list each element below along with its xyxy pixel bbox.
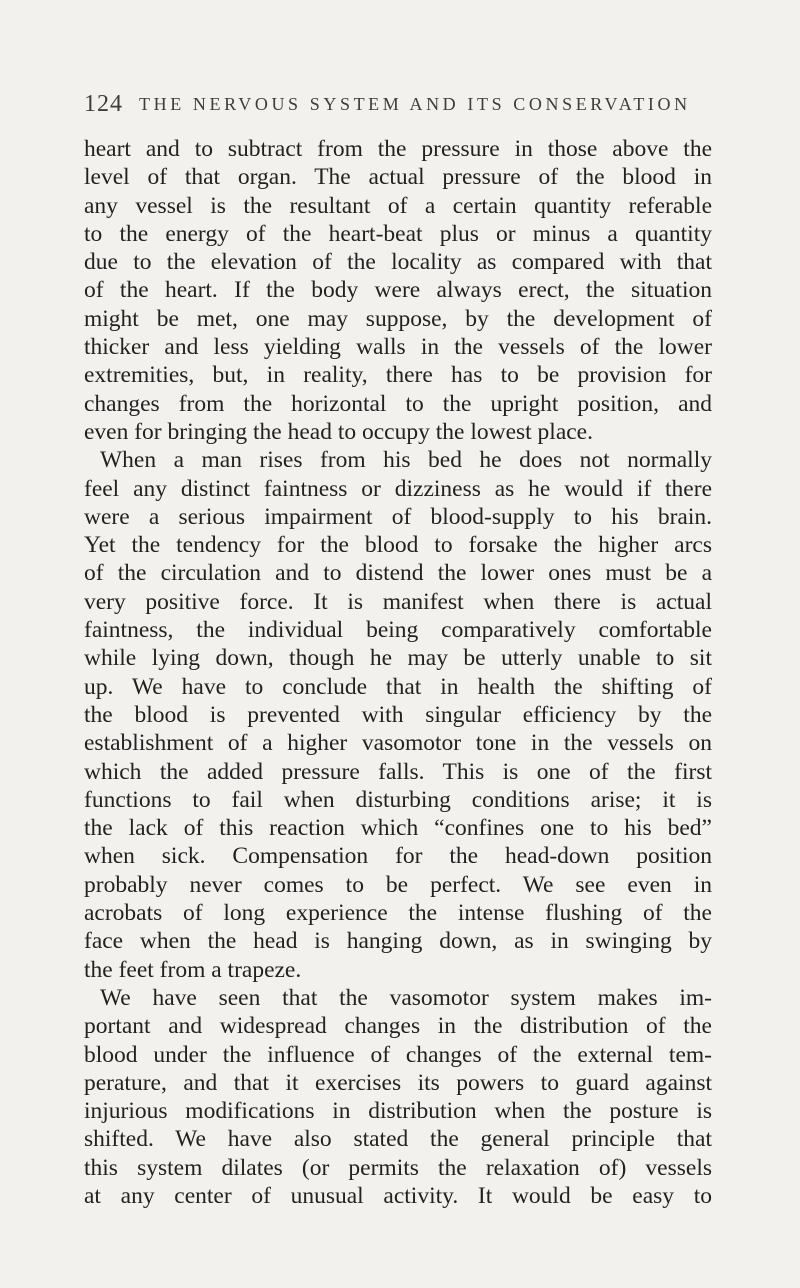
text-line: perature, and that it exercises its powers to guard against <box>84 1069 712 1096</box>
text-line: of the heart. If the body were always erect, the situation <box>84 277 712 304</box>
text-line: establishment of a higher vasomotor tone in the vessels on <box>84 730 712 757</box>
text-line: probably never comes to be perfect. We see even in <box>84 871 712 898</box>
text-line: injurious modifications in distribution when the posture is <box>84 1098 712 1125</box>
text-line: of the circulation and to distend the lower ones must be a <box>84 560 712 587</box>
text-line: heart and to subtract from the pressure in those above the <box>84 136 712 162</box>
text-line: the blood is prevented with singular efficiency by the <box>84 701 712 728</box>
text-line: due to the elevation of the locality as compared with that <box>84 249 712 276</box>
text-line: level of that organ. The actual pressure of the blood in <box>84 164 712 191</box>
text-line: feel any distinct faintness or dizziness as he would if there <box>84 475 712 502</box>
page-number: 124 <box>84 91 123 117</box>
text-line: at any center of unusual activity. It would be easy to <box>84 1182 712 1209</box>
text-line: Yet the tendency for the blood to forsake the higher arcs <box>84 532 712 559</box>
text-line: We have seen that the vasomotor system makes im- <box>100 984 712 1011</box>
text-line: face when the head is hanging down, as in swinging by <box>84 928 712 955</box>
text-line: which the added pressure falls. This is one of the first <box>84 758 712 785</box>
text-line: When a man rises from his bed he does not normally <box>100 447 712 474</box>
text-line: while lying down, though he may be utterly unable to sit <box>84 645 712 672</box>
text-line: this system dilates (or permits the relaxation of) vessels <box>84 1154 712 1181</box>
running-title: THE NERVOUS SYSTEM AND ITS CONSERVATION <box>139 94 691 114</box>
text-line: thicker and less yielding walls in the vessels of the lower <box>84 334 712 361</box>
body-text <box>84 135 712 1210</box>
text-line: very positive force. It is manifest when there is actual <box>84 588 712 615</box>
text-line: portant and widespread changes in the distribution of the <box>84 1013 712 1040</box>
text-line: shifted. We have also stated the general principle that <box>84 1126 712 1153</box>
text-line: the feet from a trapeze. <box>84 956 302 983</box>
text-line: changes from the horizontal to the upright position, and <box>84 390 712 417</box>
text-line: the lack of this reaction which “confines one to his bed” <box>84 815 712 842</box>
text-line: faintness, the individual being comparatively comfortable <box>84 617 712 644</box>
text-line: when sick. Compensation for the head-down position <box>84 843 712 870</box>
text-line: even for bringing the head to occupy the lowest place. <box>84 418 593 445</box>
text-line: were a serious impairment of blood-supply to his brain. <box>84 503 712 530</box>
text-line: might be met, one may suppose, by the development of <box>84 305 712 332</box>
text-line: blood under the influence of changes of the external tem- <box>84 1041 712 1068</box>
text-line: extremities, but, in reality, there has to be provision for <box>84 362 712 389</box>
text-line: to the energy of the heart-beat plus or minus a quantity <box>84 220 712 247</box>
text-line: acrobats of long experience the intense flushing of the <box>84 900 712 927</box>
text-line: any vessel is the resultant of a certain quantity referable <box>84 192 712 219</box>
text-line: up. We have to conclude that in health the shifting of <box>84 673 712 700</box>
text-line: functions to fail when disturbing conditions arise; it is <box>84 786 712 813</box>
running-head <box>84 89 724 119</box>
